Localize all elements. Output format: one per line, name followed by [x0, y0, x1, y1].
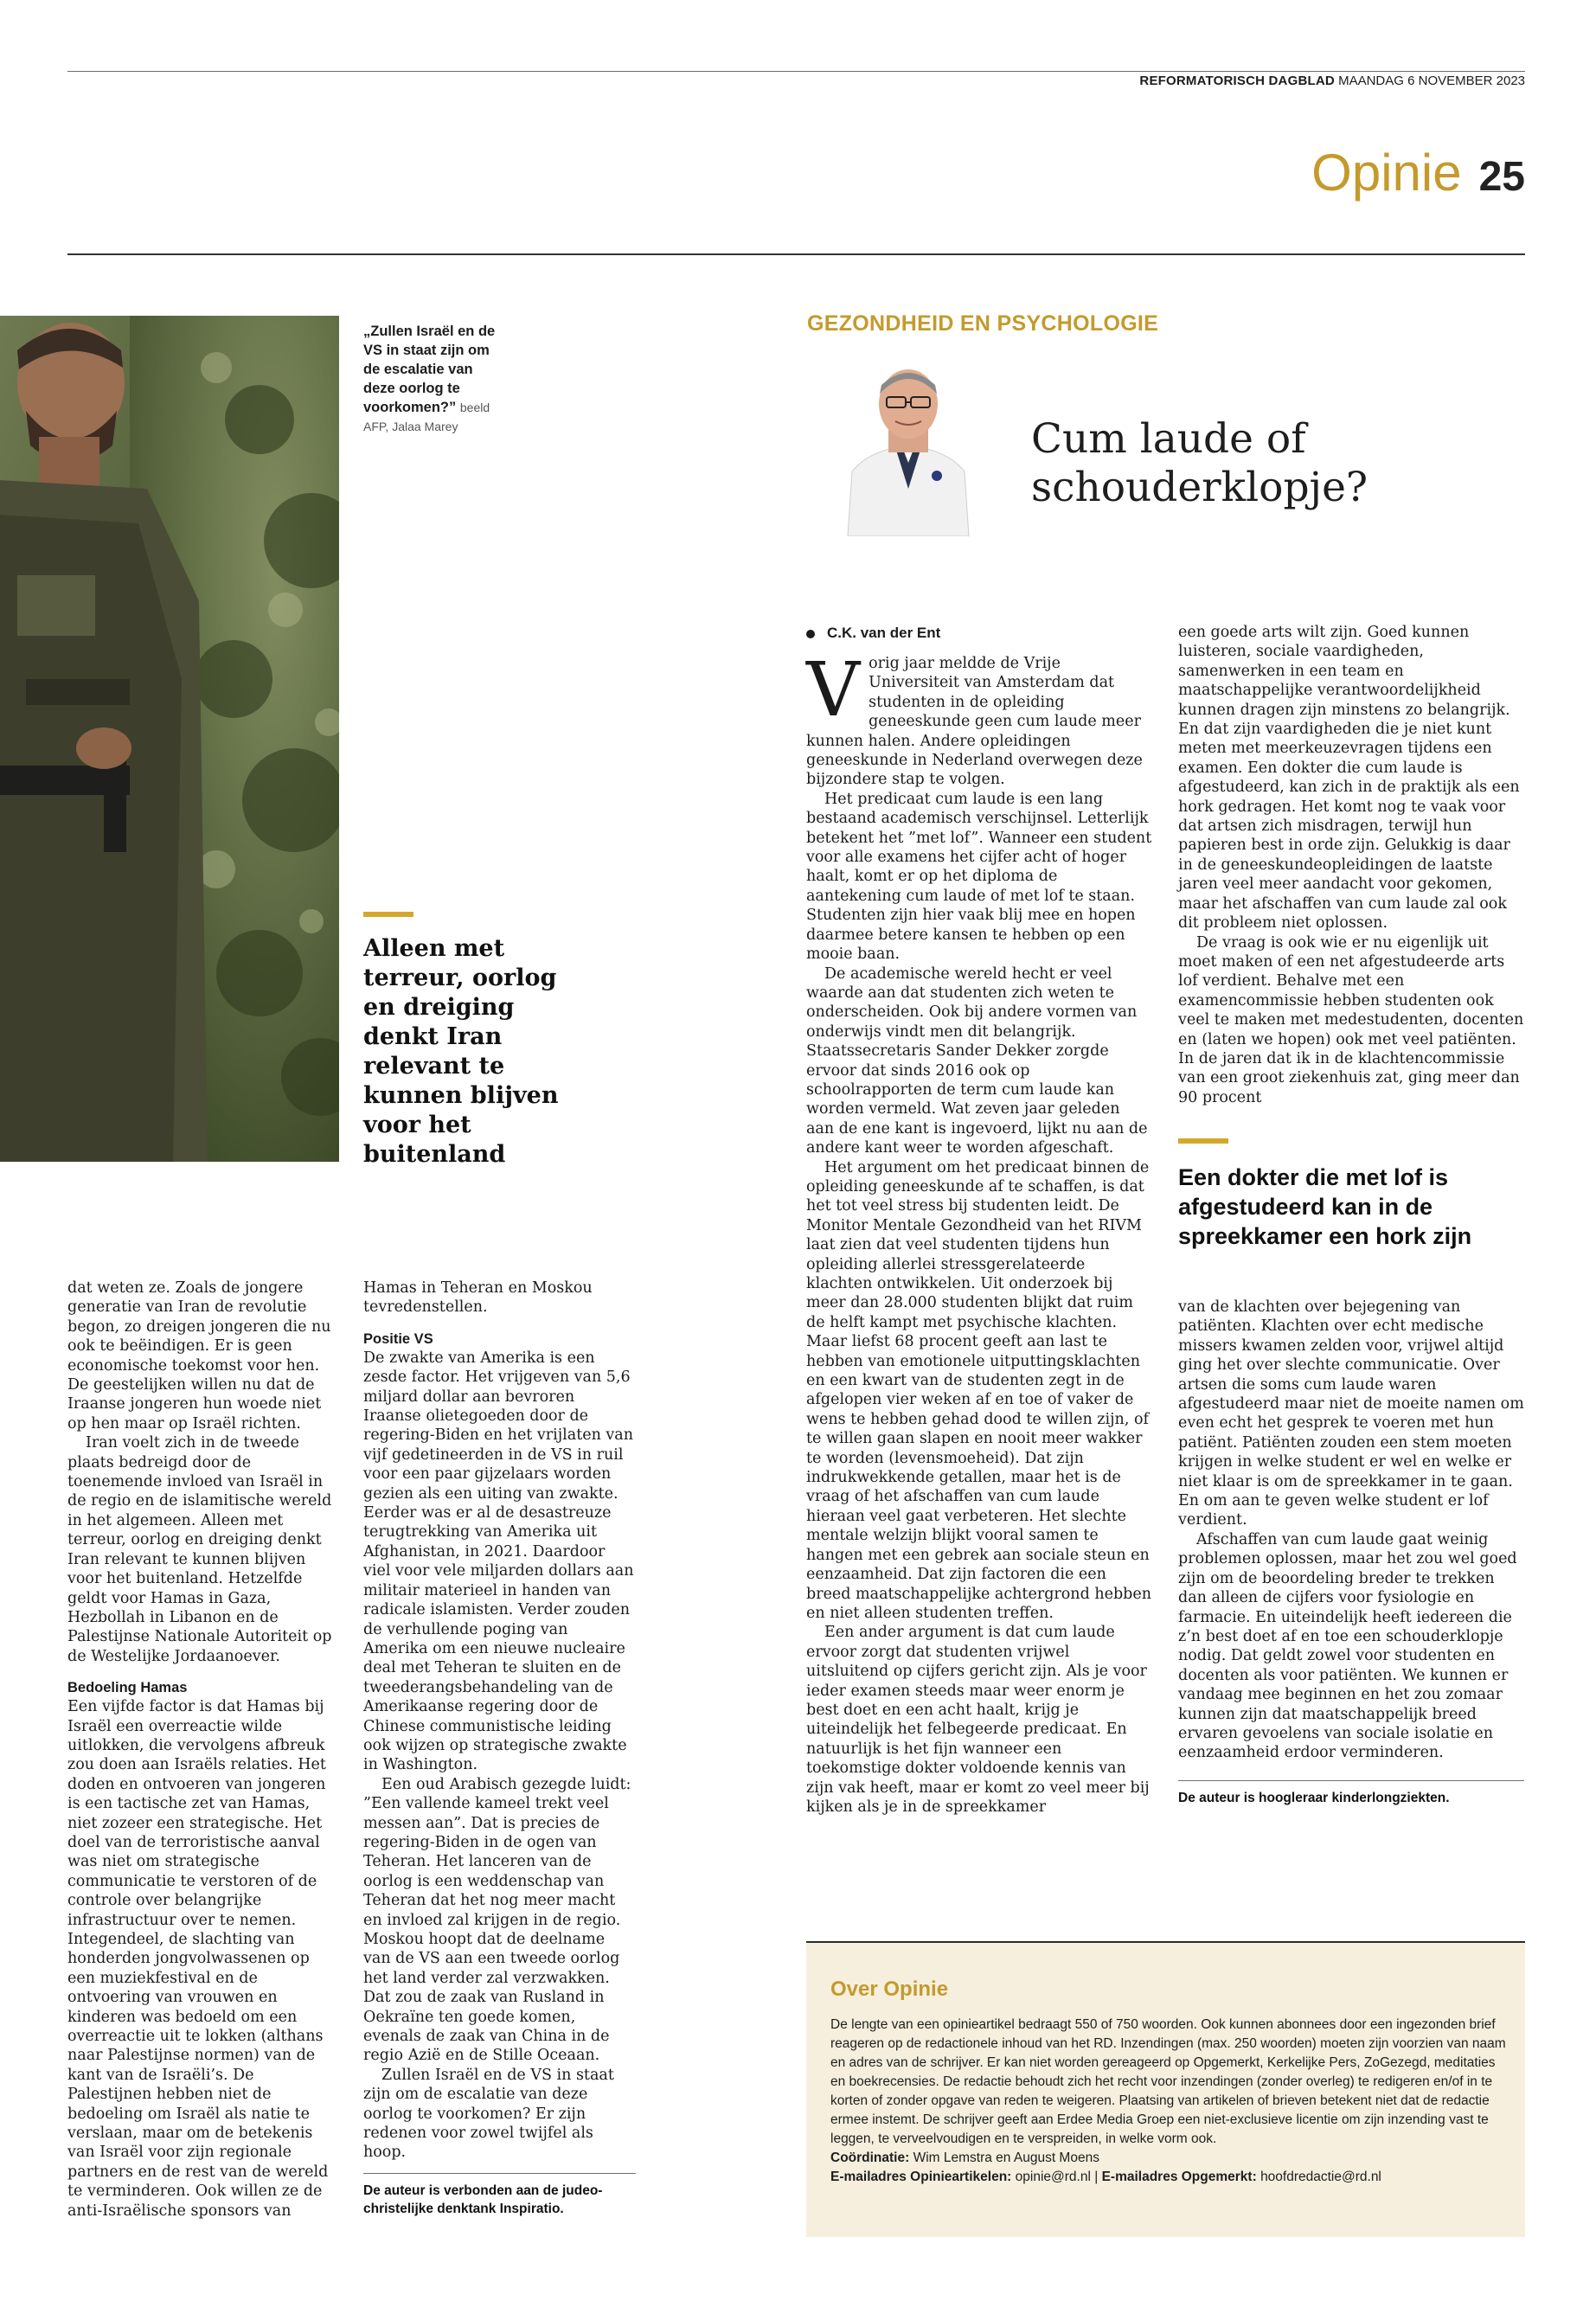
- pullquote-bar-right: [1178, 1138, 1228, 1144]
- right-article-col2: [1178, 623, 1524, 1107]
- coord-value: Wim Lemstra en August Moens: [913, 2150, 1099, 2165]
- paragraph: Een oud Arabisch gezegde luidt: ”Een vallende kameel trekt veel messen aan”. Dat is precies de regering-Biden in de ogen van Teheran. Het lanceren van de oorlog is een weddenschap van Teheran dat het nog meer macht en invloed zal krijgen in de regio. Moskou hoopt dat de deelname van de VS aan een tweede oorlog het land verder zal verzwakken. Dat zou de zaak van Rusland in Oekraïne ten goede komen, evenals de zaak van China in de regio Azië en de Stille Oceaan.: [363, 1775, 631, 2065]
- paragraph: Een ander argument is dat cum laude ervoor zorgt dat studenten vrijwel uitsluitend op cijfers gericht zijn. Als je voor ieder examen steeds maar weer enorm je best doet en een acht haalt, krijg je uiteindelijk het felbegeerde predicaat. En natuurlijk is het fijn wanneer een toekomstige dokter voldoende kennis van zijn vak heeft, maar er komt zo veel meer bij kijken als je in de spreekkamer: [806, 1624, 1150, 1816]
- over-opinie-box: [806, 1941, 1525, 2237]
- section-name: Opinie: [1311, 144, 1462, 202]
- author-note-left: De auteur is verbonden aan de judeo-christelijke denktank Inspiratio.: [363, 2183, 603, 2216]
- paragraph: Zullen Israël en de VS in staat zijn om de escalatie van deze oorlog te voorkomen? Er zijn redenen voor zowel twijfel als hoop.: [363, 2066, 614, 2162]
- subheading-hamas: Bedoeling Hamas: [67, 1680, 188, 1696]
- header-rule: [67, 253, 1525, 255]
- bullet-icon: [806, 630, 815, 638]
- paragraph: Het argument om het predicaat binnen de opleiding geneeskunde af te schaffen, is dat het tot veel stress bij studenten leidt. De Monitor Mentale Gezondheid van het RIVM laat zien dat veel studenten tijdens hun opleiding allerlei stressgerelateerde klachten ontwikkelen. Uit onderzoek bij meer dan 28.000 studenten blijkt dat ruim de helft kampt met psychische klachten. Maar liefst 68 procent geeft aan last te hebben van emotionele uitputtingsklachten en een kwart van de studenten zegt in de afgelopen vier weken af en toe of vaker de wens te hebben gehad dood te willen zijn, of te willen gaan slapen en nooit meer wakker te worden (levensmoeheid). Dat zijn indrukwekkende getallen, maar het is de vraag of het afschaffen van cum laude hieraan veel gaat verbeteren. Het slechte mentale welzijn blijkt vooral samen te hangen met een gebrek aan sociale steun en eenzaamheid. Dat zijn factoren die een breed maatschappelijke achtergrond hebben en niet alleen studenten treffen.: [806, 1158, 1151, 1622]
- top-rule: [67, 71, 1525, 72]
- pullquote-right: Een dokter die met lof is afgestudeerd kan in de spreekkamer een hork zijn: [1178, 1164, 1472, 1249]
- soldier-photo: [0, 316, 339, 1162]
- paragraph: Het predicaat cum laude is een lang bestaand academisch verschijnsel. Letterlijk betekent het ”met lof”. Wanneer een student voor alle examens het cijfer acht of hoger haalt, komt er op het diploma de aantekening cum laude of met lof te staan. Studenten zijn hier vaak blij mee en hopen daarmee betere kansen te hebben op een mooie baan.: [806, 790, 1152, 964]
- masthead: [0, 74, 1525, 88]
- coord-label: Coördinatie:: [830, 2150, 910, 2165]
- email2-label: E-mailadres Opgemerkt:: [1101, 2170, 1257, 2184]
- paragraph-lead: [806, 647, 1152, 790]
- box-text: [830, 2016, 1514, 2187]
- pullquote-left: Alleen met terreur, oorlog en dreiging denkt Iran relevant te kunnen blijven voor het buitenland: [363, 935, 559, 1168]
- paragraph: dat weten ze. Zoals de jongere generatie van Iran de revolutie begon, zo dreigen jongeren die nu ook te beëindigen. Er is geen economische toekomst voor hen. De geestelijken willen nu dat de Iraanse jongeren hun woede niet op hen maar op Israël richten.: [67, 1279, 331, 1433]
- email2-link[interactable]: hoofdredactie@rd.nl: [1260, 2170, 1381, 2184]
- box-title: Over Opinie: [830, 1977, 949, 2001]
- pullquote-bar-left: [363, 912, 413, 917]
- paragraph: Hamas in Teheran en Moskou tevredenstellen.: [363, 1279, 593, 1317]
- author-portrait: [843, 368, 973, 536]
- lead-text: orig jaar meldde de Vrije Universiteit van Amsterdam dat studenten in de opleiding geneeskunde geen cum laude meer kunnen halen. Andere opleidingen geneeskunde in Nederland overwegen deze bijzondere stap te volgen.: [806, 655, 1143, 789]
- paper-name: REFORMATORISCH DAGBLAD: [1139, 74, 1335, 88]
- footnote-rule-left: [363, 2173, 636, 2174]
- paragraph: Afschaffen van cum laude gaat weinig problemen oplossen, maar het zou wel goed zijn om de beoordeling breder te trekken dan alleen de cijfers voor fysiologie en farmacie. En uiteindelijk heeft iedereen die z’n best doet af en toe een schouderklopje nodig. Dat geldt zowel voor studenten en docenten als voor patiënten. We kunnen er vandaag mee beginnen en het zou zomaar kunnen zijn dat maatschappelijk breed ervaren gevoelens van sociale isolatie en eenzaamheid erdoor verminderen.: [1178, 1530, 1517, 1762]
- paragraph: Een vijfde factor is dat Hamas bij Israël een overreactie wilde uitlokken, die vervolgens afbreuk zou doen aan Israëls relaties. Het doden en ontvoeren van jongeren is een tactische zet van Hamas, niet zozeer een strategische. Het doel van de terroristische aanval was niet om strategische communicatie te verstoren of de controle over belangrijke infrastructuur over te nemen. Integendeel, de slachting van honderden jongvolwassenen op een muziekfestival en de ontvoering van vrouwen en kinderen was bedoeld om een overreactie uit te lokken (althans naar Palestijnse normen) van de kant van de Israëli’s. De Palestijnen hebben niet de bedoeling om Israël als natie te verslaan, maar om de betekenis van Israël voor zijn regionale partners en de rest van de wereld te verminderen. Ook willen ze de anti-Israëlische sponsors van: [67, 1698, 329, 2220]
- left-article-col2: [363, 1279, 636, 2163]
- author-note-right: De auteur is hoogleraar kinderlongziekten.: [1178, 1791, 1450, 1805]
- photo-caption: [363, 322, 502, 436]
- paragraph: De vraag is ook wie er nu eigenlijk uit moet maken of een net afgestudeerde arts lof verdient. Behalve met een examencommissie hebben studenten ook veel te maken met medestudenten, docenten en (laten we hopen) ook met veel patiënten. In de jaren dat ik in de klachtencommissie van een groot ziekenhuis zat, ging meer dan 90 procent: [1178, 933, 1524, 1106]
- right-article-col2-continued: [1178, 1298, 1524, 1763]
- photo-credit: beeld AFP, Jalaa Marey: [363, 401, 490, 433]
- paragraph: De academische wereld hecht er veel waarde aan dat studenten zich weten te onderscheiden. Ook bij andere vormen van onderwijs vindt men dit belangrijk. Staatssecretaris Sander Dekker zorgde ervoor dat sinds 2016 ook op schoolrapporten de term cum laude kan worden vermeld. Wat zeven jaar geleden aan de ene kant is ingevoerd, lijkt nu aan de andere kant weer te worden afgeschaft.: [806, 965, 1148, 1157]
- email1-label: E-mailadres Opinieartikelen:: [830, 2170, 1012, 2184]
- caption-text: „Zullen Israël en de VS in staat zijn om de escalatie van deze oorlog te voorkomen?”: [363, 324, 496, 415]
- left-article-col1: [67, 1279, 340, 2221]
- byline: [806, 625, 940, 642]
- paragraph: een goede arts wilt zijn. Goed kunnen luisteren, sociale vaardigheden, samenwerken in een team en maatschappelijke verantwoordelijkheid kunnen dragen zijn minstens zo belangrijk. En dat zijn vaardigheden die je niet kunt meten met meerkeuzevragen tijdens een examen. Een dokter die cum laude is afgestudeerd, kan zich in de praktijk als een hork gedragen. Het komt nog te vaak voor dat artsen zich misdragen, terwijl hun papieren best in orde zijn. Gelukkig is daar in de geneeskundeopleidingen de laatste jaren veel meer aandacht voor gekomen, maar het afschaffen van cum laude zal ook dit probleem niet oplossen.: [1178, 624, 1520, 933]
- portrait-illustration: [843, 368, 973, 536]
- drop-cap: V: [806, 647, 861, 734]
- paragraph: van de klachten over bejegening van patiënten. Klachten over echt medische missers kwamen zelden voor, vrijwel altijd ging het over slechte communicatie. Over artsen die soms cum laude waren afgestudeerd maar niet de moeite namen om even echt het gesprek te voeren met hun patiënt. Patiënten zouden een stem moeten krijgen in welke student er wel en welke er niet klaar is om de spreekkamer in te gaan. En om aan te geven welke student er lof verdient.: [1178, 1298, 1524, 1529]
- footnote-rule-right: [1178, 1780, 1524, 1781]
- subheading-positie-vs: Positie VS: [363, 1330, 433, 1347]
- right-article-col1: [806, 647, 1152, 1817]
- soldier-illustration: [0, 316, 339, 1162]
- email1-link[interactable]: opinie@rd.nl: [1015, 2170, 1091, 2184]
- paragraph: Iran voelt zich in de tweede plaats bedreigd door de toenemende invloed van Israël in de regio en de islamitische wereld in het algemeen. Alleen met terreur, oorlog en dreiging denkt Iran relevant te kunnen blijven voor het buitenland. Hetzelfde geldt voor Hamas in Gaza, Hezbollah in Libanon en de Palestijnse Nationale Autoriteit op de Westelijke Jordaanoever.: [67, 1434, 332, 1665]
- paragraph: De zwakte van Amerika is een zesde factor. Het vrijgeven van 5,6 miljard dollar aan bevroren Iraanse olietegoeden door de regering-Biden en het vrijlaten van vijf gedetineerden in de VS in ruil voor een paar gijzelaars worden gezien als een uiting van zwakte. Eerder was er al de desastreuze terugtrekking van Amerika uit Afghanistan, in 2021. Daardoor viel voor vele miljarden dollars aan militair materieel in handen van radicale islamisten. Verder zouden de verhullende poging van Amerika om een nieuwe nucleaire deal met Teheran te sluiten en de tweederangsbehandeling van de Amerikaanse regering door de Chinese communistische leiding ook wijzen op strategische zwakte in Washington.: [363, 1349, 634, 1774]
- separator: |: [1094, 2170, 1099, 2184]
- issue-date: MAANDAG 6 NOVEMBER 2023: [1338, 74, 1525, 88]
- headline: Cum laude of schouderklopje?: [1031, 415, 1368, 511]
- kicker: GEZONDHEID EN PSYCHOLOGIE: [807, 311, 1159, 336]
- box-body: De lengte van een opinieartikel bedraagt 550 of 750 woorden. Ook kunnen abonnees door een ingezonden brief reageren op de redactionele inhoud van het RD. Inzendingen (max. 250 woorden) moeten zijn voorzien van naam en adres van de schrijver. Er kan niet worden gereageerd op Opgemerkt, Kerkelijke Pers, ZoGezegd, meditaties en boekrecensies. De redactie behoudt zich het recht voor inzendingen (zonder overleg) te redigeren en/of in te korten of zonder opgave van reden te weigeren. Plaatsing van artikelen of brieven betekent niet dat de redactie ermee instemt. De schrijver geeft aan Erdee Media Groep een niet-exclusieve licentie om zijn inzending vast te leggen, te verveelvoudigen en te verspreiden, in welke vorm ook.: [830, 2017, 1506, 2146]
- author-name: C.K. van der Ent: [827, 625, 941, 641]
- section-header: [0, 143, 1525, 202]
- page-number: 25: [1478, 154, 1525, 200]
